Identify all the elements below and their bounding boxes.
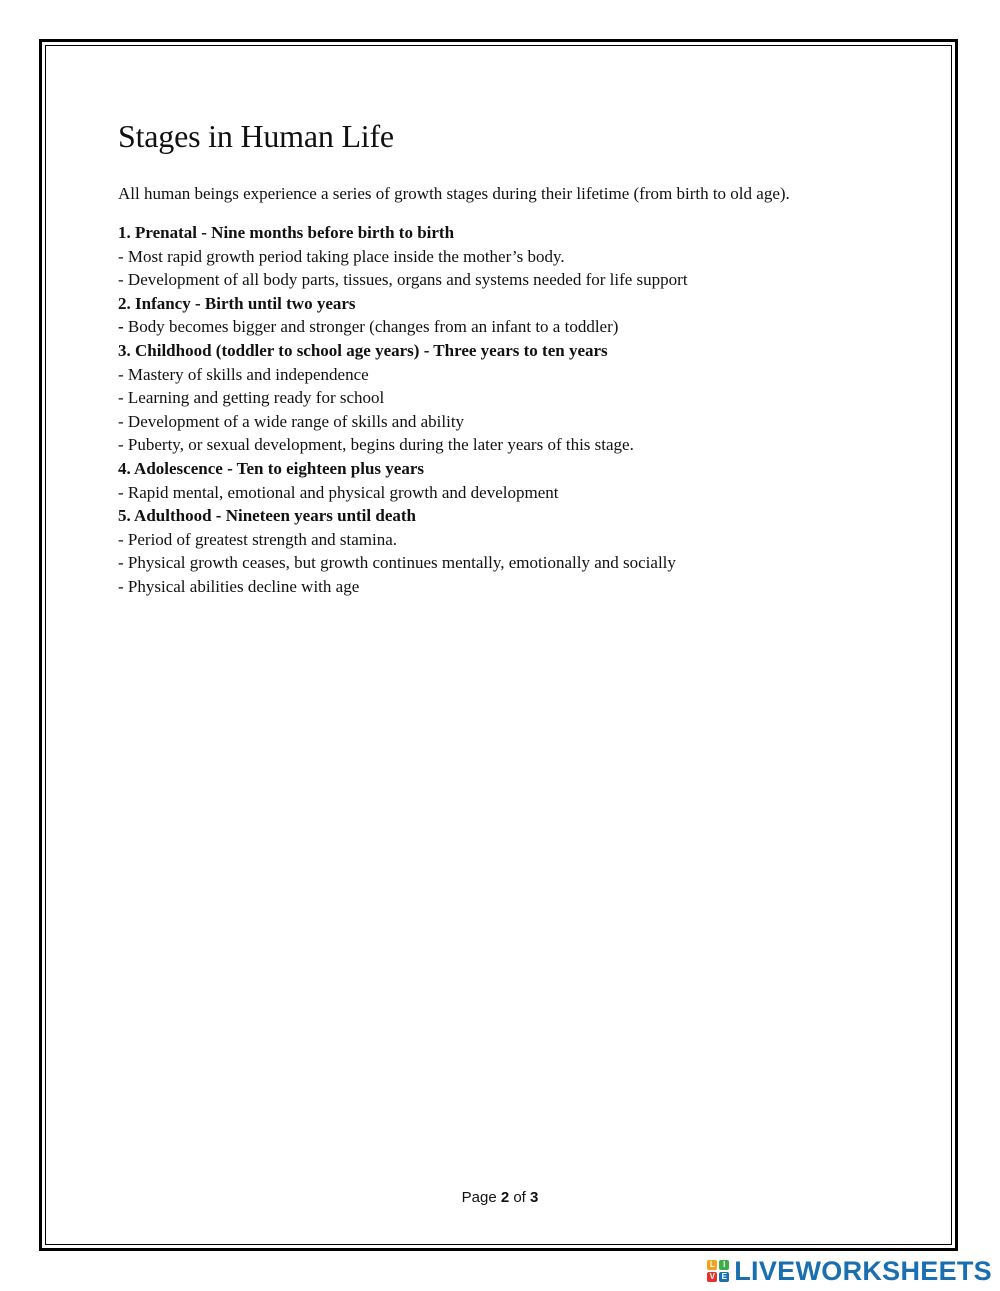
stage-heading: 2. Infancy - Birth until two years — [118, 293, 356, 313]
liveworksheets-logo-icon — [707, 1260, 729, 1282]
stage-section — [118, 339, 918, 457]
stage-point: - Most rapid growth period taking place inside the mother’s body. — [118, 246, 565, 266]
stage-point: - Physical growth ceases, but growth continues mentally, emotionally and socially — [118, 553, 676, 573]
stage-section — [118, 457, 918, 504]
stage-point-text: Body becomes bigger and stronger (changes from an infant to a toddler) — [127, 317, 619, 337]
page-current: 2 — [500, 1189, 510, 1206]
page-of: of — [509, 1189, 531, 1206]
stage-point: - Period of greatest strength and stamina. — [118, 529, 398, 549]
stage-point: - Development of all body parts, tissues, organs and systems needed for life support — [118, 270, 688, 290]
stage-section — [118, 221, 918, 292]
stage-heading: 3. Childhood (toddler to school age years) - Three years to ten years — [118, 340, 608, 360]
logo-letter: L — [707, 1260, 717, 1270]
stage-point: - Physical abilities decline with age — [118, 576, 360, 596]
bullet-dash: - — [118, 317, 128, 337]
stage-section — [118, 292, 918, 339]
intro-paragraph: All human beings experience a series of growth stages during their lifetime (from birth to old age). — [118, 184, 790, 203]
page-total: 3 — [530, 1189, 539, 1206]
stage-heading: 5. Adulthood - Nineteen years until death — [118, 506, 416, 526]
stage-heading: 4. Adolescence - Ten to eighteen plus years — [118, 458, 424, 478]
worksheet-content — [118, 112, 918, 599]
logo-letter: V — [707, 1272, 717, 1282]
page-title: Stages in Human Life — [118, 118, 394, 154]
stage-point: - Mastery of skills and independence — [118, 364, 369, 384]
page-number — [0, 1189, 1000, 1206]
stage-point: - Development of a wide range of skills and ability — [118, 411, 465, 431]
logo-letter: I — [719, 1260, 729, 1270]
stage-point — [118, 315, 918, 339]
stage-point: - Learning and getting ready for school — [118, 388, 385, 408]
liveworksheets-brand[interactable] — [707, 1256, 992, 1286]
page-prefix: Page — [461, 1189, 501, 1206]
logo-letter: E — [719, 1272, 729, 1282]
stage-point: - Puberty, or sexual development, begins during the later years of this stage. — [118, 435, 634, 455]
stage-heading: 1. Prenatal - Nine months before birth to birth — [118, 223, 455, 242]
stage-section — [118, 504, 918, 598]
brand-text: LIVEWORKSHEETS — [734, 1256, 992, 1286]
stage-point: - Rapid mental, emotional and physical growth and development — [118, 482, 559, 502]
